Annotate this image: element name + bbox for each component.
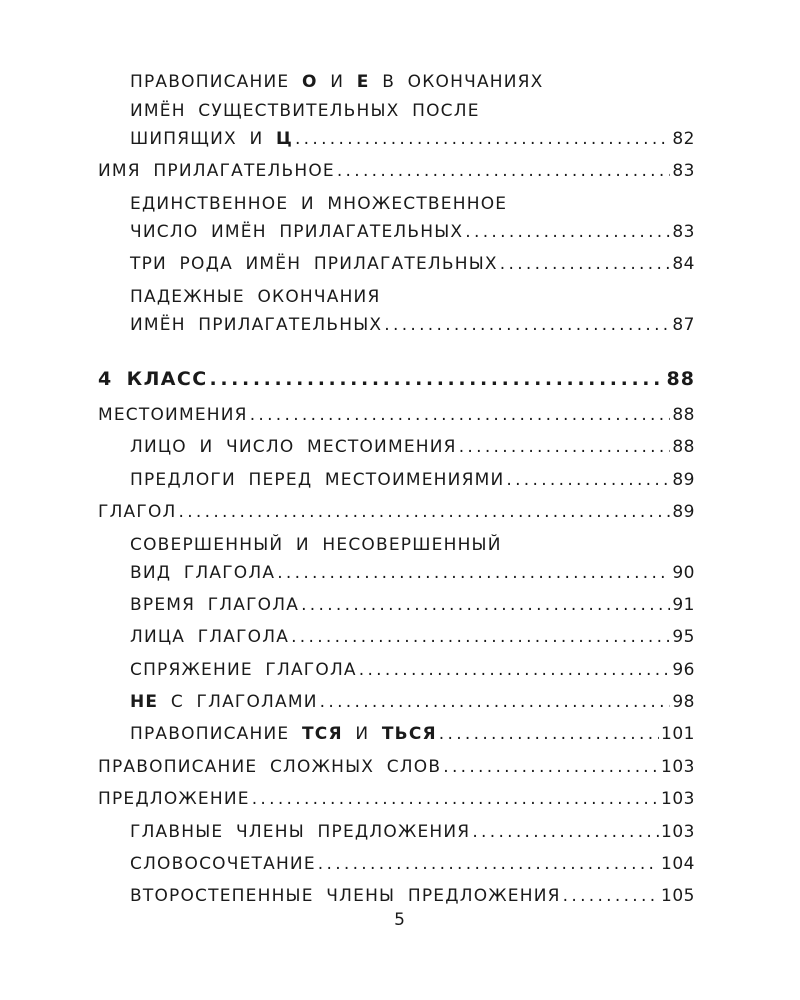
toc-page-number: 103 xyxy=(661,822,695,842)
toc-page-number: 103 xyxy=(661,757,695,777)
dot-leader xyxy=(252,786,659,812)
toc-entry[interactable] xyxy=(130,434,695,460)
toc-entry-text: ЧИСЛО ИМЁН ПРИЛАГАТЕЛЬНЫХ xyxy=(130,222,464,242)
toc-page-number: 105 xyxy=(661,886,695,906)
toc-page-number: 89 xyxy=(672,470,695,490)
dot-leader xyxy=(506,467,670,493)
toc-entry[interactable] xyxy=(98,786,695,812)
toc-page-number: 104 xyxy=(661,854,695,874)
toc-entry-text: ИМЁН СУЩЕСТВИТЕЛЬНЫХ ПОСЛЕ xyxy=(130,101,480,121)
dot-leader xyxy=(318,851,659,877)
toc-entry[interactable] xyxy=(130,883,695,909)
toc-entry-text: ГЛАГОЛ xyxy=(98,502,177,522)
toc-entry[interactable] xyxy=(130,851,695,877)
toc-entry[interactable] xyxy=(130,624,695,650)
dot-leader xyxy=(500,251,671,277)
toc-page-number: 96 xyxy=(672,660,695,680)
toc-page-number: 101 xyxy=(661,724,695,744)
toc-entry[interactable] xyxy=(130,219,695,245)
toc-entry-text: ПРАВОПИСАНИЕ xyxy=(130,72,290,92)
toc-entry-text: ЛИЦО И ЧИСЛО МЕСТОИМЕНИЯ xyxy=(130,437,457,457)
toc-entry[interactable] xyxy=(130,592,695,618)
toc-page-number: 83 xyxy=(672,161,695,181)
toc-entry-text: ГЛАВНЫЕ ЧЛЕНЫ ПРЕДЛОЖЕНИЯ xyxy=(130,822,471,842)
dot-leader xyxy=(210,366,665,392)
toc-entry[interactable] xyxy=(130,467,695,493)
toc-entry[interactable] xyxy=(98,499,695,525)
toc-entry[interactable] xyxy=(130,312,695,338)
toc-page-number: 88 xyxy=(666,368,695,390)
dot-leader xyxy=(250,402,671,428)
toc-entry-text: ПАДЕЖНЫЕ ОКОНЧАНИЯ xyxy=(130,287,381,307)
dot-leader xyxy=(320,689,671,715)
toc-entry-text: СПРЯЖЕНИЕ ГЛАГОЛА xyxy=(130,660,357,680)
dot-leader xyxy=(384,312,670,338)
dot-leader xyxy=(439,721,659,747)
toc-entry[interactable] xyxy=(98,158,695,184)
toc-entry-bold: Е xyxy=(356,72,370,92)
toc-entry-text: В ОКОНЧАНИЯХ xyxy=(382,72,544,92)
toc-entry[interactable] xyxy=(130,721,695,747)
dot-leader xyxy=(277,560,670,586)
toc-page-number: 98 xyxy=(672,692,695,712)
toc-entry-text: ВРЕМЯ ГЛАГОЛА xyxy=(130,595,300,615)
toc-entry-text: ТРИ РОДА ИМЁН ПРИЛАГАТЕЛЬНЫХ xyxy=(130,254,498,274)
toc-entry-text: СОВЕРШЕННЫЙ И НЕСОВЕРШЕННЫЙ xyxy=(130,535,502,555)
toc-entry-text: ПРЕДЛОГИ ПЕРЕД МЕСТОИМЕНИЯМИ xyxy=(130,470,505,490)
dot-leader xyxy=(359,657,671,683)
toc-entry-text: СЛОВОСОЧЕТАНИЕ xyxy=(130,854,316,874)
dot-leader xyxy=(179,499,671,525)
toc-entry-text: ВТОРОСТЕПЕННЫЕ ЧЛЕНЫ ПРЕДЛОЖЕНИЯ xyxy=(130,886,561,906)
dot-leader xyxy=(465,219,670,245)
toc-entry-text: ВИД ГЛАГОЛА xyxy=(130,563,276,583)
toc-entry[interactable] xyxy=(130,126,695,152)
toc-entry-line xyxy=(130,284,695,310)
dot-leader xyxy=(563,883,659,909)
toc-page-number: 87 xyxy=(672,315,695,335)
toc-page-number: 91 xyxy=(672,595,695,615)
dot-leader xyxy=(291,624,670,650)
toc-entry-text: ИМЯ ПРИЛАГАТЕЛЬНОЕ xyxy=(98,161,335,181)
toc-entry-text: НЕ С ГЛАГОЛАМИ xyxy=(130,692,318,712)
toc-entry-text: МЕСТОИМЕНИЯ xyxy=(98,405,248,425)
toc-entry-text: ЕДИНСТВЕННОЕ И МНОЖЕСТВЕННОЕ xyxy=(130,194,508,214)
toc-entry[interactable] xyxy=(130,819,695,845)
dot-leader xyxy=(443,754,659,780)
toc-page-number: 90 xyxy=(672,563,695,583)
dot-leader xyxy=(301,592,670,618)
toc-entry-text: ЛИЦА ГЛАГОЛА xyxy=(130,627,290,647)
toc-page-number: 103 xyxy=(661,789,695,809)
toc-page-number: 95 xyxy=(672,627,695,647)
toc-entry[interactable] xyxy=(130,657,695,683)
toc-entry[interactable] xyxy=(98,754,695,780)
dot-leader xyxy=(295,126,670,152)
toc-entry[interactable] xyxy=(98,402,695,428)
toc-entry-bold: О xyxy=(301,72,318,92)
toc-entry[interactable] xyxy=(130,560,695,586)
toc-entry-line xyxy=(130,191,695,217)
toc-page-number: 89 xyxy=(672,502,695,522)
section-heading-text: 4 КЛАСС xyxy=(98,368,208,390)
toc-entry-line xyxy=(130,69,695,95)
dot-leader xyxy=(337,158,671,184)
toc-entry-line xyxy=(130,98,695,124)
toc-entry-text: ШИПЯЩИХ И Ц xyxy=(130,129,293,149)
toc-entry[interactable] xyxy=(130,689,695,715)
toc-entry-text: И xyxy=(330,72,345,92)
toc-entry-text: ИМЁН ПРИЛАГАТЕЛЬНЫХ xyxy=(130,315,383,335)
toc-entry[interactable] xyxy=(130,251,695,277)
toc-entry-text: ПРАВОПИСАНИЕ СЛОЖНЫХ СЛОВ xyxy=(98,757,442,777)
toc-page-number: 84 xyxy=(672,254,695,274)
section-heading[interactable] xyxy=(98,366,695,392)
page-number: 5 xyxy=(394,910,406,930)
toc-entry-text: ПРЕДЛОЖЕНИЕ xyxy=(98,789,250,809)
toc-entry-line xyxy=(130,532,695,558)
toc-page-number: 88 xyxy=(672,405,695,425)
dot-leader xyxy=(459,434,671,460)
dot-leader xyxy=(472,819,659,845)
toc-page-number: 88 xyxy=(672,437,695,457)
toc-page-number: 82 xyxy=(672,129,695,149)
toc-entry-text: ПРАВОПИСАНИЕ ТСЯ И ТЬСЯ xyxy=(130,724,437,744)
toc-page-number: 83 xyxy=(672,222,695,242)
